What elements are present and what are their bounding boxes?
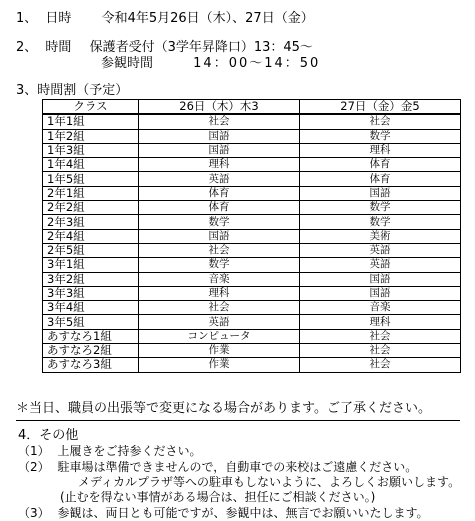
class-cell: あすなろ2組 — [43, 344, 139, 358]
item4-p2 — [18, 459, 417, 475]
table-row — [43, 158, 461, 172]
day2-cell: 社会 — [300, 329, 461, 343]
day1-cell: 数学 — [139, 258, 300, 272]
day1-cell: 数学 — [139, 215, 300, 229]
item4-heading: 4．その他 — [18, 428, 79, 443]
day2-cell: 社会 — [300, 358, 461, 372]
item2-viewing — [101, 56, 320, 72]
day1-cell: 作業 — [139, 358, 300, 372]
timetable — [42, 99, 461, 373]
item4-p3 — [18, 505, 429, 521]
class-cell: あすなろ1組 — [43, 329, 139, 343]
day2-cell: 数学 — [300, 201, 461, 215]
viewing-label: 参観時間 — [101, 56, 154, 71]
day2-cell: 美術 — [300, 229, 461, 243]
day1-cell: 国語 — [139, 129, 300, 143]
class-cell: 2年4組 — [43, 229, 139, 243]
p2-text: 駐車場は準備できませんので，自動車での来校はご遠慮ください。 — [57, 460, 418, 474]
day2-cell: 音楽 — [300, 301, 461, 315]
table-row — [43, 143, 461, 157]
notice: ＊当日、職員の出張等で変更になる場合があります。ご了承ください。 — [16, 401, 431, 416]
item1-value: 令和4年5月26日（木）、27日（金） — [101, 11, 314, 26]
day1-cell: 社会 — [139, 301, 300, 315]
item1-label: 日時 — [45, 11, 72, 26]
table-row — [43, 258, 461, 272]
day2-cell: 体育 — [300, 172, 461, 186]
class-cell: あすなろ3組 — [43, 358, 139, 372]
day1-cell: 国語 — [139, 143, 300, 157]
table-row — [43, 229, 461, 243]
day2-cell: 理科 — [300, 143, 461, 157]
class-cell: 3年1組 — [43, 258, 139, 272]
class-cell: 3年3組 — [43, 286, 139, 300]
day2-cell: 国語 — [300, 272, 461, 286]
table-row — [43, 301, 461, 315]
class-cell: 1年5組 — [43, 172, 139, 186]
day2-cell: 国語 — [300, 286, 461, 300]
item2-num: 2、 — [16, 40, 38, 55]
day2-cell: 社会 — [300, 114, 461, 129]
day1-cell: 英語 — [139, 172, 300, 186]
table-row — [43, 186, 461, 200]
table-row — [43, 201, 461, 215]
class-cell: 1年1組 — [43, 114, 139, 129]
viewing-time: 14：00～14：50 — [193, 56, 321, 71]
class-cell: 3年5組 — [43, 315, 139, 329]
notice-divider — [16, 420, 460, 421]
class-cell: 1年4組 — [43, 158, 139, 172]
table-row — [43, 344, 461, 358]
day1-cell: 理科 — [139, 158, 300, 172]
p1-text: 上履きをご持参ください。 — [57, 444, 202, 458]
day1-cell: 社会 — [139, 243, 300, 257]
class-cell: 2年2組 — [43, 201, 139, 215]
table-row — [43, 114, 461, 129]
item4-p2-line3: (止むを得ない事情がある場合は、担任にご相談ください。) — [60, 490, 376, 504]
class-cell: 3年4組 — [43, 301, 139, 315]
day2-cell: 数学 — [300, 215, 461, 229]
item1-num: 1、 — [16, 11, 38, 26]
item4-p2-line2: メディカルプラザ等への駐車もしないように、よろしくお願いします。 — [78, 475, 461, 489]
table-row — [43, 129, 461, 143]
day1-cell: 理科 — [139, 286, 300, 300]
day1-cell: 体育 — [139, 201, 300, 215]
p3-num: （3） — [18, 506, 50, 520]
table-row — [43, 215, 461, 229]
p3-text: 参観は、両日とも可能ですが、参観中は、無言でお願いいたします。 — [57, 506, 429, 520]
item2-label: 時間 — [45, 40, 72, 55]
day2-cell: 英語 — [300, 258, 461, 272]
class-cell: 2年3組 — [43, 215, 139, 229]
item4-p1 — [18, 443, 201, 459]
header-class: クラス — [43, 100, 139, 115]
class-cell: 1年3組 — [43, 143, 139, 157]
table-row — [43, 286, 461, 300]
timetable-body — [43, 114, 461, 372]
day2-cell: 体育 — [300, 158, 461, 172]
day2-cell: 国語 — [300, 186, 461, 200]
p1-num: （1） — [18, 444, 50, 458]
class-cell: 2年5組 — [43, 243, 139, 257]
table-row — [43, 329, 461, 343]
day1-cell: 国語 — [139, 229, 300, 243]
class-cell: 3年2組 — [43, 272, 139, 286]
table-row — [43, 315, 461, 329]
class-cell: 1年2組 — [43, 129, 139, 143]
class-cell: 2年1組 — [43, 186, 139, 200]
day1-cell: 作業 — [139, 344, 300, 358]
item1 — [16, 11, 314, 27]
p2-num: （2） — [18, 460, 50, 474]
item3-heading: 3、時間割（予定） — [16, 83, 129, 98]
day2-cell: 数学 — [300, 129, 461, 143]
table-row — [43, 243, 461, 257]
day2-cell: 英語 — [300, 243, 461, 257]
day1-cell: 社会 — [139, 114, 300, 129]
day1-cell: 音楽 — [139, 272, 300, 286]
day2-cell: 理科 — [300, 315, 461, 329]
item2 — [16, 40, 313, 56]
header-day1: 26日（木）木3 — [139, 100, 300, 115]
day1-cell: コンピュータ — [139, 329, 300, 343]
table-row — [43, 272, 461, 286]
day2-cell: 社会 — [300, 344, 461, 358]
table-row — [43, 172, 461, 186]
header-day2: 27日（金）金5 — [300, 100, 461, 115]
day1-cell: 体育 — [139, 186, 300, 200]
item2-reception: 保護者受付（3学年昇降口）13：45～ — [89, 40, 313, 55]
table-header-row — [43, 100, 461, 115]
day1-cell: 英語 — [139, 315, 300, 329]
table-row — [43, 358, 461, 372]
